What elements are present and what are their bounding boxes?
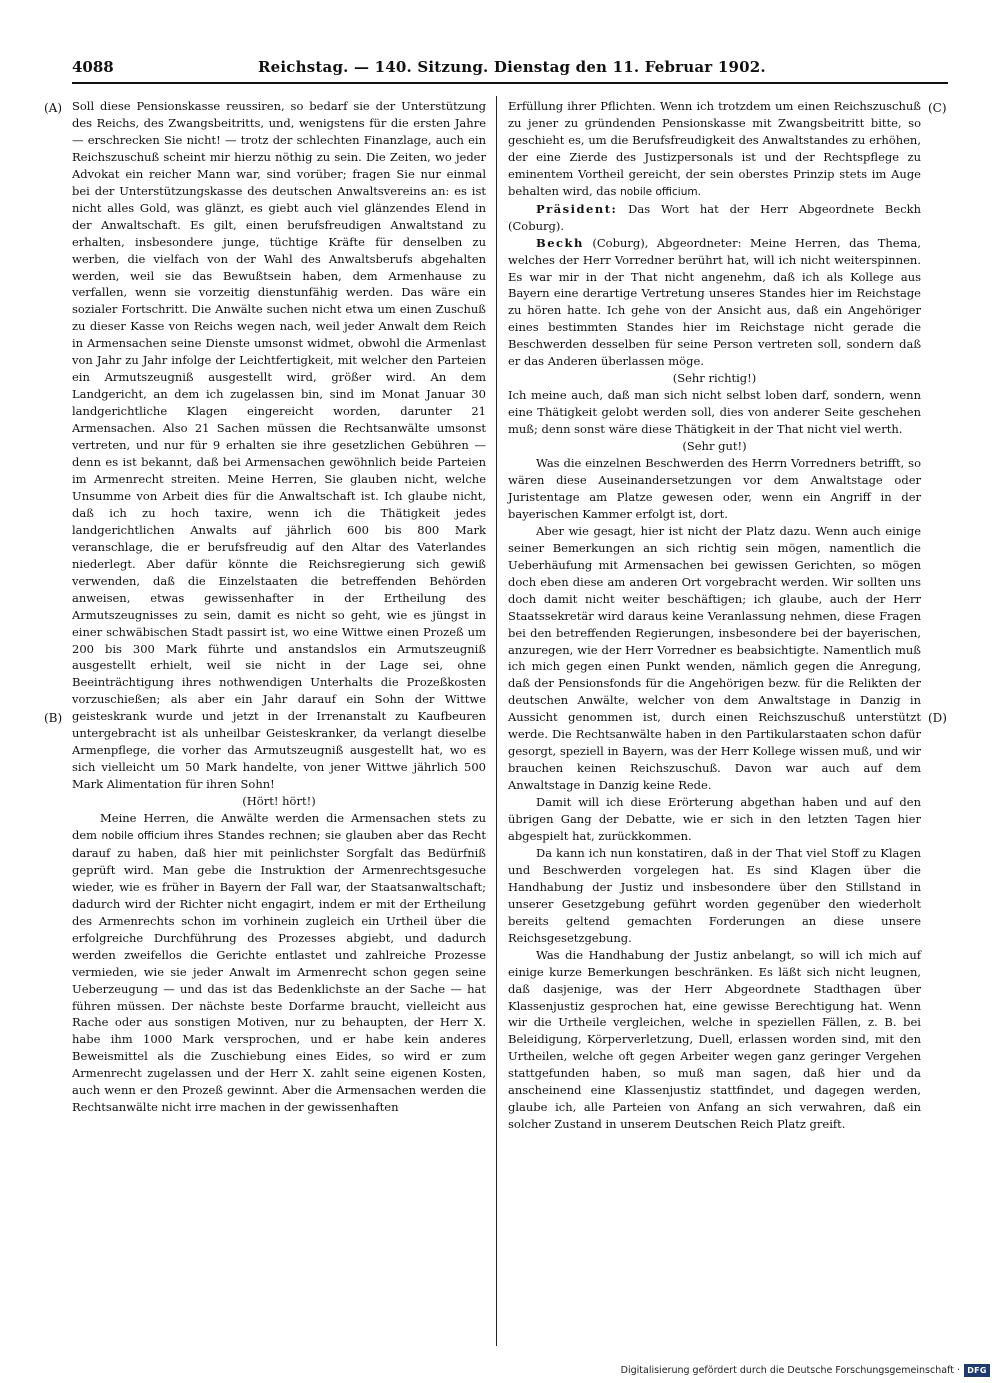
header-rule bbox=[72, 82, 948, 84]
paragraph-text: Meine Herren, die Anwälte werden die Armensachen stets zu dem bbox=[72, 811, 486, 842]
latin-phrase: nobile officium. bbox=[620, 185, 701, 198]
interjection: (Sehr gut!) bbox=[682, 439, 747, 454]
margin-marker-a: (A) bbox=[44, 101, 63, 115]
paragraph-text: Erfüllung ihrer Pflichten. Wenn ich trotzdem um einen Reichszuschuß zu jener zu gründenden Pensionskasse mit Zwangsbeitritt bitte, so geschieht es, um die Berufsfreudigkeit des Anwaltstandes zu erhöhen, der eine Zierde des Justizpersonals ist und der Rechtspflege zu eminentem Vortheil gereicht, der sein oberstes Prinzip stets im Auge behalten wird, das bbox=[508, 99, 921, 198]
page-number: 4088 bbox=[72, 58, 114, 76]
interjection: (Hört! hört!) bbox=[242, 794, 316, 809]
paragraph: Ich meine auch, daß man sich nicht selbst loben darf, sondern, wenn eine Thätigkeit gelobt werden soll, dies von anderer Seite geschehen muß; denn sonst wäre diese Thätigkeit in der That nicht viel werth. bbox=[508, 388, 921, 437]
footer bbox=[610, 1365, 990, 1379]
paragraph-text: ihres Standes rechnen; sie glauben aber das Recht darauf zu haben, daß hier mit peinlichster Sorgfalt das Bedürfniß geprüft wird. Man gebe die Instruktion der Armenrechtsgesuche wieder, wie es früher in Bayern der Fall war, der Staatsanwaltschaft; dadurch wird der Richter nicht engagirt, indem er mit der Ertheilung des Armenrechts schon im vorhinein zugleich ein Urtheil über die erfolgreiche Durchführung des Prozesses abgiebt, und dadurch werden zweifellos die Gerichte entlastet und zahlreiche Prozesse vermieden, wie sie jeder Anwalt im Armenrecht schon gegen seine Ueberzeugung — und das ist das Bedenklichste an der Sache — hat führen müssen. Der nächste beste Dorfarme braucht, vielleicht aus Rache oder aus sonstigen Motiven, nur zu behaupten, der Herr X. habe ihm 1000 Mark versprochen, und er habe kein anderes Beweismittel als die Zuschiebung eines Eides, so wird er zum Armenrecht zugelassen und der Herr X. zahlt seine eigenen Kosten, auch wenn er den Prozeß gewinnt. Aber die Armensachen werden die Rechtsanwälte nicht irre machen in der gewissenhaften bbox=[72, 827, 487, 1115]
paragraph: Da kann ich nun konstatiren, daß in der That viel Stoff zu Klagen und Beschwerden vorgelegen hat. Es sind Klagen über die Handhabung der Justiz und insbesondere über den Stillstand in unserer Gesetzgebung geführt worden gegenüber den wiederholt bereits geltend gemachten Forderungen an diese unsere Reichsgesetzgebung. bbox=[508, 845, 921, 945]
column-divider bbox=[496, 96, 497, 1346]
paragraph: Soll diese Pensionskasse reussiren, so bedarf sie der Unterstützung des Reichs, des Zwangsbeitritts, und, wenigstens für die ersten Jahre — erschrecken Sie nicht! — trotz der schlechten Finanzlage, auch ein Reichszuschuß scheint mir hierzu nöthig zu sein. Die Zeiten, wo jeder Advokat ein reicher Mann war, sind vorüber; fragen Sie nur einmal bei der Unterstützungskasse des deutschen Anwaltsvereins an: es ist nicht alles Gold, was glänzt, es giebt auch viel glänzendes Elend in der Anwaltschaft. Es gilt, einen berufsfreudigen Anwaltstand zu erhalten, insbesondere junge, tüchtige Kräfte für denselben zu werben, die vielfach von der Wahl des Anwaltsberufs abgehalten werden, weil sie das Bewußtsein haben, dem Armenhause zu verfallen, wenn sie vorzeitig dienstunfähig werden. Das wäre ein sozialer Fortschritt. Die Anwälte suchen nicht etwa um einen Zuschuß zu dieser Kasse von Reichs wegen nach, weil jeder Anwalt dem Reich in Armensachen seine Dienste umsonst widmet, obwohl die Armenlast von Jahr zu Jahr infolge der Leichtfertigkeit, mit welcher den Parteien ein Armutszeugniß ausgestellt wird, größer wird. An dem Landgericht, an dem ich zugelassen bin, sind im Monat Januar 30 landgerichtliche Klagen eingereicht worden, darunter 21 Armensachen. Also 21 Sachen müssen die Rechtsanwälte umsonst vertreten, und nur für 9 erhalten sie ihre gesetzlichen Gebühren — denn es ist bekannt, daß bei Armensachen gewöhnlich beide Parteien im Armenrecht streiten. Meine Herren, Sie glauben nicht, welche Unsumme von Arbeit dies für die Anwaltschaft ist. Ich glaube nicht, daß ich zu hoch taxire, wenn ich die Thätigkeit jedes landgerichtlichen Anwalts auf jährlich 600 bis 800 Mark veranschlage, die er berufsfreudig auf den Altar des Vaterlandes niederlegt. Aber dafür könnte die Reichsregierung sich gewiß verwenden, daß die Einzelstaaten die betreffenden Behörden anweisen, etwas gewissenhafter in der Ertheilung des Armutszeugnisses zu sein, damit es nicht so geht, wie es jüngst in einer schwäbischen Stadt passirt ist, wo eine Wittwe einen Prozeß um 200 bis 300 Mark führte und anstandslos ein Armutszeugniß ausgestellt erhielt, weil sie nicht in der Lage sei, ohne Beeinträchtigung ihres nothwendigen Unterhalts die Prozeßkosten vorzuschießen; als aber ein Jahr darauf ein Sohn der Wittwe geisteskrank wurde und jetzt in der Irrenanstalt zu Kaufbeuren untergebracht ist als unheilbar Geisteskranker, da verlangt dieselbe Armenpflege, die vorher das Armutszeugniß ausgestellt hat, wo es sich vielleicht um 50 Mark handelte, von jener Wittwe jährlich 500 Mark Alimentation für ihren Sohn! bbox=[72, 99, 486, 792]
paragraph-text: Das Wort hat der Herr Abgeordnete Beckh (Coburg). bbox=[508, 201, 922, 233]
paragraph: Was die Handhabung der Justiz anbelangt, so will ich mich auf einige kurze Bemerkungen beschränken. Es läßt sich nicht leugnen, daß dasjenige, was der Herr Abgeordnete Stadthagen über Klassenjustiz gesprochen hat, eine gewisse Berechtigung hat. Wenn wir die Urtheile vergleichen, welche in speziellen Fällen, z. B. bei Beleidigung, Körperverletzung, Duell, erlassen worden sind, mit den Urtheilen, welche oft gegen Arbeiter wegen ganz geringer Vergehen stattgefunden haben, so muß man sagen, daß hier und da anscheinend eine Klassenjustiz stattfindet, und dagegen werden, glaube ich, alle Parteien von Anfang an sich verwahren, daß ein solcher Zustand in unserem Deutschen Reich Platz greift. bbox=[508, 947, 921, 1132]
speaker-label: Präsident: bbox=[536, 201, 618, 216]
running-title: Reichstag. — 140. Sitzung. Dienstag den 11. Februar 1902. bbox=[258, 58, 766, 76]
paragraph bbox=[72, 810, 486, 1116]
right-column bbox=[508, 98, 921, 1133]
paragraph bbox=[508, 235, 921, 371]
paragraph bbox=[508, 98, 921, 201]
paragraph bbox=[508, 201, 921, 235]
interjection: (Sehr richtig!) bbox=[672, 371, 757, 386]
footer-credit: Digitalisierung gefördert durch die Deutsche Forschungsgemeinschaft · bbox=[620, 1365, 960, 1376]
left-column bbox=[72, 98, 486, 1116]
latin-phrase: nobile officium bbox=[101, 829, 180, 842]
page-header bbox=[72, 58, 948, 82]
paragraph: Damit will ich diese Erörterung abgethan haben und auf den übrigen Gang der Debatte, wie er sich in den letzten Tagen hier abgespielt hat, zurückkommen. bbox=[508, 795, 921, 843]
margin-marker-d: (D) bbox=[928, 711, 947, 725]
margin-marker-b: (B) bbox=[44, 711, 63, 725]
paragraph-text: (Coburg), Abgeordneter: Meine Herren, das Thema, welches der Herr Vorredner berührt hat, will ich nicht weiterspinnen. Es war mir in der That nicht angenehm, daß ich als Kollege aus Bayern eine derartige Vertretung unseres Standes hier im Reichstage zu hören hatte. Ich gehe von der Ansicht aus, daß ein Angehöriger eines bestimmten Standes hier im Reichstage nicht gerade die Beschwerden desselben für seine Person vertreten soll, sondern daß er das Anderen überlassen möge. bbox=[508, 235, 921, 369]
paragraph: Aber wie gesagt, hier ist nicht der Platz dazu. Wenn auch einige seiner Bemerkungen an sich richtig sein mögen, namentlich die Ueberhäufung mit Armensachen bei gewissen Gerichten, so mögen doch eben diese am anderen Ort vorgebracht werden. Wir sollten uns doch damit nicht weiter beschäftigen; ich glaube, auch der Herr Staatssekretär wird daraus keine Veranlassung nehmen, diese Fragen bei den betreffenden Regierungen, insbesondere bei der bayerischen, anzuregen, wie der Herr Vorredner es beabsichtigte. Namentlich muß ich mich gegen einen Punkt wenden, nämlich gegen die Anregung, daß der Pensionsfonds für die Angehörigen bezw. für die Relikten der deutschen Anwälte, welcher von dem Anwaltstage in Danzig in Aussicht genommen ist, durch einen Reichszuschuß unterstützt werde. Die Rechtsanwälte haben in den Partikularstaaten schon dafür gesorgt, speziell in Bayern, was der Herr Kollege wissen muß, und wir brauchen keinen Reichszuschuß. Davon war auch auf dem Anwaltstage in Danzig keine Rede. bbox=[508, 523, 921, 793]
margin-marker-c: (C) bbox=[928, 101, 947, 115]
dfg-logo-icon: DFG bbox=[964, 1364, 990, 1377]
speaker-label: Beckh bbox=[536, 235, 584, 250]
paragraph: Was die einzelnen Beschwerden des Herrn Vorredners betrifft, so wären diese Auseinandersetzungen vor dem Anwaltstage oder Juristentage am Platze gewesen oder, wenn ein Angriff in der bayerischen Kammer erfolgt ist, dort. bbox=[508, 456, 921, 521]
